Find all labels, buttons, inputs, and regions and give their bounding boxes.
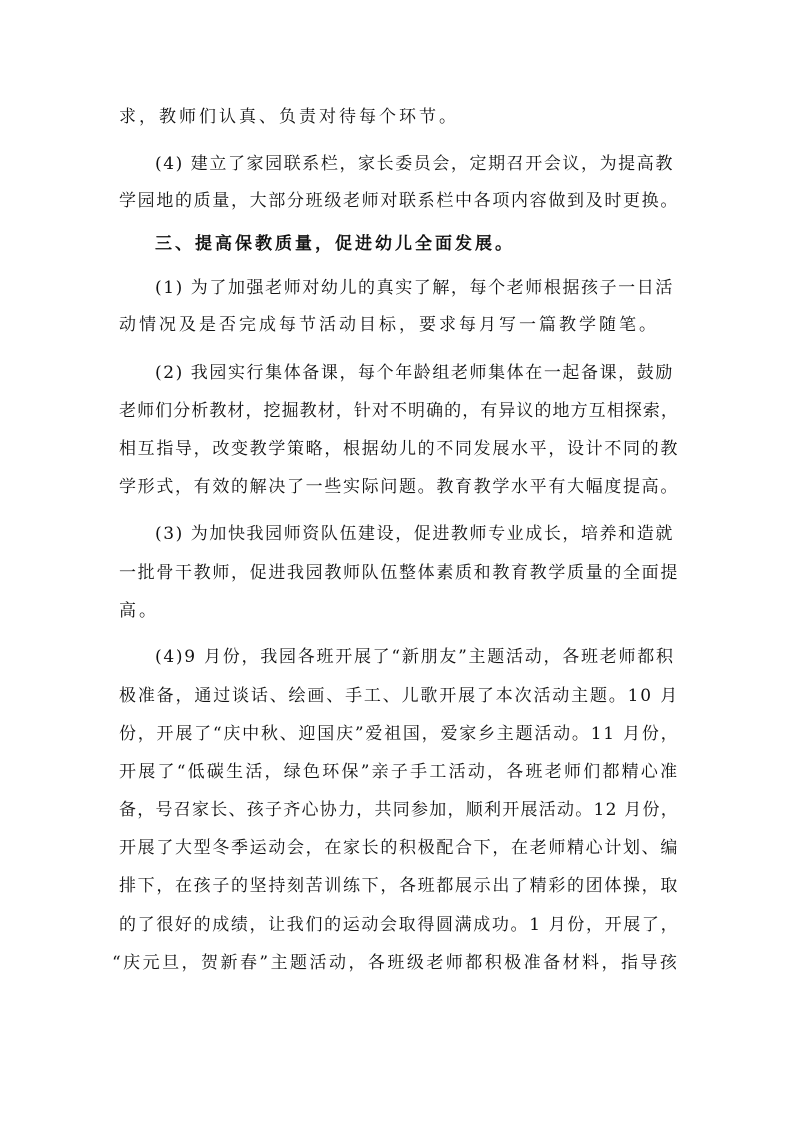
text-line: (2) 我园实行集体备课，每个年龄组老师集体在一起备课，鼓励 (155, 363, 674, 383)
text-line: 老师们分析教材，挖掘教材，针对不明确的，有异议的地方互相探索， (119, 401, 679, 421)
text-line: 排下，在孩子的坚持刻苦训练下，各班都展示出了精彩的团体操，取 (119, 876, 679, 896)
text-line: 的了很好的成绩，让我们的运动会取得圆满成功。1 月份，开展了， (119, 915, 680, 935)
text-line: 动情况及是否完成每节活动目标，要求每月写一篇教学随笔。 (119, 315, 659, 335)
text-line: 高。 (119, 601, 159, 621)
text-line: 学园地的质量，大部分班级老师对联系栏中各项内容做到及时更换。 (119, 191, 679, 211)
text-line: 求，教师们认真、负责对待每个环节。 (119, 107, 459, 127)
text-line: 开展了“低碳生活，绿色环保”亲子手工活动，各班老师们都精心准 (119, 762, 680, 782)
text-line: (4) 建立了家园联系栏，家长委员会，定期召开会议，为提高教 (155, 154, 674, 174)
text-line: “庆元旦，贺新春”主题活动，各班级老师都积极准备材料，指导孩 (112, 953, 680, 973)
text-line: 极准备，通过谈话、绘画、手工、儿歌开展了本次活动主题。10 月 (119, 686, 680, 706)
text-line: 相互指导，改变教学策略，根据幼儿的不同发展水平，设计不同的教 (119, 439, 679, 459)
text-line: 备，号召家长、孩子齐心协力，共同参加，顺利开展活动。12 月份， (119, 800, 680, 820)
text-line: (3) 为加快我园师资队伍建设，促进教师专业成长，培养和造就 (155, 524, 674, 544)
text-line: (1) 为了加强老师对幼儿的真实了解，每个老师根据孩子一日活 (155, 278, 674, 298)
section-heading: 三、提高保教质量，促进幼儿全面发展。 (155, 234, 515, 254)
text-line: 份，开展了“庆中秋、迎国庆”爱祖国，爱家乡主题活动。11 月份， (119, 724, 680, 744)
text-line: (4)9 月份，我园各班开展了“新朋友”主题活动，各班老师都积 (155, 647, 675, 667)
text-line: 学形式，有效的解决了一些实际问题。教育教学水平有大幅度提高。 (119, 477, 679, 497)
text-line: 开展了大型冬季运动会，在家长的积极配合下，在老师精心计划、编 (119, 838, 679, 858)
text-line: 一批骨干教师，促进我园教师队伍整体素质和教育教学质量的全面提 (119, 563, 679, 583)
